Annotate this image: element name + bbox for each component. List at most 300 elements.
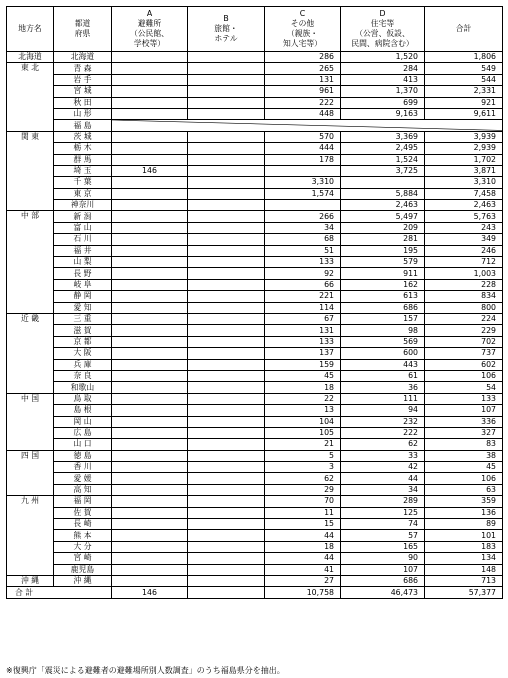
value-cell-d: 162 bbox=[341, 279, 425, 290]
value-cell-a bbox=[112, 462, 188, 473]
table-row bbox=[7, 63, 503, 74]
table-row bbox=[7, 279, 503, 290]
table-row bbox=[7, 268, 503, 279]
totals-row bbox=[7, 587, 503, 598]
value-cell-b bbox=[188, 165, 265, 176]
value-cell-c: 286 bbox=[265, 52, 341, 63]
value-cell-total: 106 bbox=[425, 370, 503, 381]
value-cell-b bbox=[188, 52, 265, 63]
value-cell-c: 13 bbox=[265, 405, 341, 416]
value-cell-a bbox=[112, 416, 188, 427]
value-cell-a bbox=[112, 211, 188, 222]
value-cell-b bbox=[188, 268, 265, 279]
value-cell-d: 2,463 bbox=[341, 200, 425, 211]
value-cell-a bbox=[112, 291, 188, 302]
region-cell: 北海道 bbox=[7, 52, 54, 63]
value-cell-c: 448 bbox=[265, 108, 341, 119]
value-cell-a bbox=[112, 473, 188, 484]
value-cell-total: 224 bbox=[425, 313, 503, 324]
region-cell: 中 国 bbox=[7, 393, 54, 404]
value-cell-c: 105 bbox=[265, 427, 341, 438]
value-cell-total: 834 bbox=[425, 291, 503, 302]
value-cell-a bbox=[112, 222, 188, 233]
header-d-housing: D 住宅等 （公営、仮設、 民間、病院含む） bbox=[341, 7, 425, 52]
value-cell-c bbox=[265, 165, 341, 176]
prefecture-cell: 東 京 bbox=[54, 188, 112, 199]
value-cell-c: 133 bbox=[265, 336, 341, 347]
prefecture-cell: 長 崎 bbox=[54, 519, 112, 530]
value-cell-d: 222 bbox=[341, 427, 425, 438]
region-cell bbox=[7, 279, 54, 290]
value-cell-a bbox=[112, 108, 188, 119]
value-cell-c: 92 bbox=[265, 268, 341, 279]
region-cell bbox=[7, 165, 54, 176]
value-cell-a bbox=[112, 313, 188, 324]
value-cell-a bbox=[112, 131, 188, 142]
value-cell-total: 63 bbox=[425, 484, 503, 495]
value-cell-total: 349 bbox=[425, 234, 503, 245]
prefecture-cell: 和歌山 bbox=[54, 382, 112, 393]
table-row bbox=[7, 143, 503, 154]
value-cell-total: 327 bbox=[425, 427, 503, 438]
prefecture-cell: 富 山 bbox=[54, 222, 112, 233]
prefecture-cell: 鹿児島 bbox=[54, 564, 112, 575]
table-row bbox=[7, 370, 503, 381]
value-cell-a bbox=[112, 257, 188, 268]
table-row bbox=[7, 211, 503, 222]
value-cell-b bbox=[188, 97, 265, 108]
value-cell-total: 3,871 bbox=[425, 165, 503, 176]
value-cell-b bbox=[188, 234, 265, 245]
value-cell-b bbox=[188, 257, 265, 268]
table-row bbox=[7, 222, 503, 233]
value-cell-b bbox=[188, 575, 265, 586]
region-cell bbox=[7, 143, 54, 154]
value-cell-d: 911 bbox=[341, 268, 425, 279]
value-cell-d: 686 bbox=[341, 302, 425, 313]
region-cell bbox=[7, 245, 54, 256]
value-cell-c: 18 bbox=[265, 541, 341, 552]
value-cell-a bbox=[112, 348, 188, 359]
value-cell-total: 921 bbox=[425, 97, 503, 108]
region-cell bbox=[7, 541, 54, 552]
value-cell-total: 1,806 bbox=[425, 52, 503, 63]
value-cell-b bbox=[188, 325, 265, 336]
value-cell-a bbox=[112, 370, 188, 381]
value-cell-c: 570 bbox=[265, 131, 341, 142]
prefecture-cell: 熊 本 bbox=[54, 530, 112, 541]
table-row bbox=[7, 313, 503, 324]
value-cell-c: 68 bbox=[265, 234, 341, 245]
header-a-shelter: A 避難所 （公民館、 学校等） bbox=[112, 7, 188, 52]
value-cell-c: 44 bbox=[265, 530, 341, 541]
value-cell-c: 137 bbox=[265, 348, 341, 359]
region-cell: 東 北 bbox=[7, 63, 54, 74]
value-cell-b bbox=[188, 131, 265, 142]
value-cell-b bbox=[188, 200, 265, 211]
table-row bbox=[7, 405, 503, 416]
value-cell-b bbox=[188, 245, 265, 256]
value-cell-d: 44 bbox=[341, 473, 425, 484]
region-cell bbox=[7, 325, 54, 336]
table-row bbox=[7, 200, 503, 211]
prefecture-cell: 福 井 bbox=[54, 245, 112, 256]
value-cell-c: 444 bbox=[265, 143, 341, 154]
header-total: 合計 bbox=[425, 7, 503, 52]
value-cell-b bbox=[188, 108, 265, 119]
table-row bbox=[7, 108, 503, 119]
value-cell-b bbox=[188, 74, 265, 85]
region-cell bbox=[7, 507, 54, 518]
region-cell bbox=[7, 427, 54, 438]
value-cell-b bbox=[188, 427, 265, 438]
region-cell: 沖 縄 bbox=[7, 575, 54, 586]
table-row bbox=[7, 97, 503, 108]
value-cell-b bbox=[188, 143, 265, 154]
region-cell bbox=[7, 336, 54, 347]
table-row bbox=[7, 177, 503, 188]
header-c-other: C その他 （親族・ 知人宅等） bbox=[265, 7, 341, 52]
totals-total: 57,377 bbox=[425, 587, 503, 598]
prefecture-cell: 宮 崎 bbox=[54, 553, 112, 564]
value-cell-a bbox=[112, 484, 188, 495]
value-cell-a bbox=[112, 359, 188, 370]
table-body bbox=[7, 52, 503, 587]
region-cell: 九 州 bbox=[7, 496, 54, 507]
table-row bbox=[7, 359, 503, 370]
region-cell bbox=[7, 200, 54, 211]
value-cell-b bbox=[188, 211, 265, 222]
value-cell-c: 221 bbox=[265, 291, 341, 302]
totals-c: 10,758 bbox=[265, 587, 341, 598]
value-cell-b bbox=[188, 519, 265, 530]
table-row bbox=[7, 245, 503, 256]
value-cell-total: 38 bbox=[425, 450, 503, 461]
value-cell-c bbox=[265, 200, 341, 211]
value-cell-c: 27 bbox=[265, 575, 341, 586]
prefecture-cell: 愛 知 bbox=[54, 302, 112, 313]
value-cell-d: 569 bbox=[341, 336, 425, 347]
value-cell-d: 281 bbox=[341, 234, 425, 245]
value-cell-total: 133 bbox=[425, 393, 503, 404]
header-region: 地方名 bbox=[7, 7, 54, 52]
value-cell-b bbox=[188, 462, 265, 473]
value-cell-total: 3,310 bbox=[425, 177, 503, 188]
prefecture-cell: 香 川 bbox=[54, 462, 112, 473]
value-cell-c: 222 bbox=[265, 97, 341, 108]
value-cell-a bbox=[112, 52, 188, 63]
table-row bbox=[7, 74, 503, 85]
value-cell-total: 359 bbox=[425, 496, 503, 507]
value-cell-a bbox=[112, 63, 188, 74]
table-row bbox=[7, 519, 503, 530]
region-cell: 中 部 bbox=[7, 211, 54, 222]
value-cell-b bbox=[188, 416, 265, 427]
prefecture-cell: 島 根 bbox=[54, 405, 112, 416]
prefecture-cell: 高 知 bbox=[54, 484, 112, 495]
value-cell-d: 94 bbox=[341, 405, 425, 416]
value-cell-a bbox=[112, 405, 188, 416]
prefecture-cell: 宮 城 bbox=[54, 86, 112, 97]
region-cell bbox=[7, 519, 54, 530]
value-cell-a bbox=[112, 279, 188, 290]
header-b-hotel: B 旅館・ ホテル bbox=[188, 7, 265, 52]
value-cell-total: 106 bbox=[425, 473, 503, 484]
totals-label: 合 計 bbox=[7, 587, 112, 598]
value-cell-c: 62 bbox=[265, 473, 341, 484]
value-cell-d: 289 bbox=[341, 496, 425, 507]
value-cell-d: 600 bbox=[341, 348, 425, 359]
table-row bbox=[7, 131, 503, 142]
table-row bbox=[7, 154, 503, 165]
value-cell-total: 702 bbox=[425, 336, 503, 347]
table-row bbox=[7, 541, 503, 552]
value-cell-b bbox=[188, 177, 265, 188]
value-cell-total: 712 bbox=[425, 257, 503, 268]
region-cell bbox=[7, 257, 54, 268]
value-cell-total: 602 bbox=[425, 359, 503, 370]
value-cell-c: 3 bbox=[265, 462, 341, 473]
value-cell-total: 89 bbox=[425, 519, 503, 530]
value-cell-c: 66 bbox=[265, 279, 341, 290]
region-cell bbox=[7, 484, 54, 495]
value-cell-b bbox=[188, 302, 265, 313]
table-row bbox=[7, 484, 503, 495]
value-cell-a bbox=[112, 575, 188, 586]
value-cell-b bbox=[188, 291, 265, 302]
value-cell-d: 579 bbox=[341, 257, 425, 268]
value-cell-b bbox=[188, 370, 265, 381]
table-row bbox=[7, 165, 503, 176]
value-cell-c: 51 bbox=[265, 245, 341, 256]
table-row bbox=[7, 416, 503, 427]
value-cell-c: 114 bbox=[265, 302, 341, 313]
value-cell-a bbox=[112, 393, 188, 404]
value-cell-d: 3,725 bbox=[341, 165, 425, 176]
value-cell-d: 42 bbox=[341, 462, 425, 473]
value-cell-c: 11 bbox=[265, 507, 341, 518]
prefecture-cell: 秋 田 bbox=[54, 97, 112, 108]
value-cell-total: 45 bbox=[425, 462, 503, 473]
value-cell-a bbox=[112, 450, 188, 461]
value-cell-b bbox=[188, 507, 265, 518]
region-cell bbox=[7, 188, 54, 199]
value-cell-total: 136 bbox=[425, 507, 503, 518]
value-cell-d: 9,163 bbox=[341, 108, 425, 119]
region-cell bbox=[7, 177, 54, 188]
value-cell-d: 232 bbox=[341, 416, 425, 427]
prefecture-cell: 茨 城 bbox=[54, 131, 112, 142]
prefecture-cell: 沖 縄 bbox=[54, 575, 112, 586]
value-cell-a bbox=[112, 200, 188, 211]
prefecture-cell: 栃 木 bbox=[54, 143, 112, 154]
value-cell-a: 146 bbox=[112, 165, 188, 176]
prefecture-cell: 神奈川 bbox=[54, 200, 112, 211]
value-cell-b bbox=[188, 86, 265, 97]
value-cell-d: 2,495 bbox=[341, 143, 425, 154]
value-cell-total: 2,463 bbox=[425, 200, 503, 211]
header-prefecture: 都道 府県 bbox=[54, 7, 112, 52]
value-cell-d bbox=[341, 177, 425, 188]
value-cell-total: 5,763 bbox=[425, 211, 503, 222]
value-cell-c: 45 bbox=[265, 370, 341, 381]
value-cell-a bbox=[112, 530, 188, 541]
value-cell-d: 209 bbox=[341, 222, 425, 233]
diagonal-line bbox=[112, 120, 502, 130]
table-row bbox=[7, 86, 503, 97]
value-cell-a bbox=[112, 382, 188, 393]
prefecture-cell: 群 馬 bbox=[54, 154, 112, 165]
value-cell-total: 800 bbox=[425, 302, 503, 313]
value-cell-c: 5 bbox=[265, 450, 341, 461]
prefecture-cell: 岡 山 bbox=[54, 416, 112, 427]
totals-d: 46,473 bbox=[341, 587, 425, 598]
value-cell-d: 34 bbox=[341, 484, 425, 495]
value-cell-a bbox=[112, 143, 188, 154]
value-cell-d: 157 bbox=[341, 313, 425, 324]
value-cell-d: 443 bbox=[341, 359, 425, 370]
value-cell-b bbox=[188, 313, 265, 324]
region-cell: 四 国 bbox=[7, 450, 54, 461]
excluded-cell bbox=[112, 120, 503, 131]
region-cell: 近 畿 bbox=[7, 313, 54, 324]
prefecture-cell: 岩 手 bbox=[54, 74, 112, 85]
table-row bbox=[7, 507, 503, 518]
value-cell-total: 101 bbox=[425, 530, 503, 541]
value-cell-c: 131 bbox=[265, 74, 341, 85]
value-cell-d: 61 bbox=[341, 370, 425, 381]
value-cell-d: 284 bbox=[341, 63, 425, 74]
value-cell-a bbox=[112, 74, 188, 85]
totals-a: 146 bbox=[112, 587, 188, 598]
region-cell bbox=[7, 291, 54, 302]
table-row bbox=[7, 393, 503, 404]
value-cell-a bbox=[112, 234, 188, 245]
value-cell-d: 3,369 bbox=[341, 131, 425, 142]
value-cell-total: 544 bbox=[425, 74, 503, 85]
value-cell-a bbox=[112, 519, 188, 530]
prefecture-cell: 滋 賀 bbox=[54, 325, 112, 336]
prefecture-cell: 福 岡 bbox=[54, 496, 112, 507]
value-cell-c: 266 bbox=[265, 211, 341, 222]
value-cell-c: 133 bbox=[265, 257, 341, 268]
region-cell bbox=[7, 234, 54, 245]
value-cell-c: 41 bbox=[265, 564, 341, 575]
value-cell-d: 74 bbox=[341, 519, 425, 530]
value-cell-d: 165 bbox=[341, 541, 425, 552]
table-row bbox=[7, 462, 503, 473]
value-cell-d: 90 bbox=[341, 553, 425, 564]
value-cell-total: 183 bbox=[425, 541, 503, 552]
region-cell bbox=[7, 439, 54, 450]
value-cell-total: 2,331 bbox=[425, 86, 503, 97]
value-cell-a bbox=[112, 86, 188, 97]
table-row bbox=[7, 348, 503, 359]
value-cell-b bbox=[188, 222, 265, 233]
value-cell-total: 134 bbox=[425, 553, 503, 564]
value-cell-total: 737 bbox=[425, 348, 503, 359]
value-cell-total: 243 bbox=[425, 222, 503, 233]
value-cell-total: 549 bbox=[425, 63, 503, 74]
value-cell-a bbox=[112, 564, 188, 575]
region-cell bbox=[7, 553, 54, 564]
value-cell-b bbox=[188, 484, 265, 495]
region-cell bbox=[7, 97, 54, 108]
value-cell-c: 178 bbox=[265, 154, 341, 165]
value-cell-total: 3,939 bbox=[425, 131, 503, 142]
value-cell-total: 246 bbox=[425, 245, 503, 256]
prefecture-cell: 岐 阜 bbox=[54, 279, 112, 290]
value-cell-d: 57 bbox=[341, 530, 425, 541]
region-cell bbox=[7, 462, 54, 473]
value-cell-b bbox=[188, 154, 265, 165]
evacuee-table bbox=[6, 6, 503, 599]
prefecture-cell: 佐 賀 bbox=[54, 507, 112, 518]
table-row bbox=[7, 325, 503, 336]
table-row bbox=[7, 291, 503, 302]
value-cell-c: 1,574 bbox=[265, 188, 341, 199]
value-cell-c: 34 bbox=[265, 222, 341, 233]
value-cell-b bbox=[188, 450, 265, 461]
header-row bbox=[7, 7, 503, 52]
region-cell bbox=[7, 302, 54, 313]
prefecture-cell: 福 島 bbox=[54, 120, 112, 131]
table-row bbox=[7, 257, 503, 268]
value-cell-b bbox=[188, 336, 265, 347]
value-cell-c: 159 bbox=[265, 359, 341, 370]
prefecture-cell: 鳥 取 bbox=[54, 393, 112, 404]
value-cell-total: 1,003 bbox=[425, 268, 503, 279]
value-cell-total: 148 bbox=[425, 564, 503, 575]
value-cell-d: 5,884 bbox=[341, 188, 425, 199]
value-cell-a bbox=[112, 496, 188, 507]
prefecture-cell: 千 葉 bbox=[54, 177, 112, 188]
value-cell-b bbox=[188, 530, 265, 541]
prefecture-cell: 兵 庫 bbox=[54, 359, 112, 370]
value-cell-b bbox=[188, 188, 265, 199]
value-cell-total: 107 bbox=[425, 405, 503, 416]
value-cell-a bbox=[112, 507, 188, 518]
value-cell-total: 2,939 bbox=[425, 143, 503, 154]
prefecture-cell: 北海道 bbox=[54, 52, 112, 63]
value-cell-c: 104 bbox=[265, 416, 341, 427]
value-cell-total: 228 bbox=[425, 279, 503, 290]
value-cell-a bbox=[112, 268, 188, 279]
value-cell-d: 613 bbox=[341, 291, 425, 302]
value-cell-d: 699 bbox=[341, 97, 425, 108]
prefecture-cell: 埼 玉 bbox=[54, 165, 112, 176]
region-cell: 関 東 bbox=[7, 131, 54, 142]
value-cell-b bbox=[188, 553, 265, 564]
value-cell-a bbox=[112, 336, 188, 347]
prefecture-cell: 三 重 bbox=[54, 313, 112, 324]
value-cell-d: 195 bbox=[341, 245, 425, 256]
value-cell-d: 1,520 bbox=[341, 52, 425, 63]
prefecture-cell: 大 阪 bbox=[54, 348, 112, 359]
prefecture-cell: 山 形 bbox=[54, 108, 112, 119]
value-cell-b bbox=[188, 63, 265, 74]
table-row bbox=[7, 302, 503, 313]
value-cell-total: 7,458 bbox=[425, 188, 503, 199]
prefecture-cell: 京 都 bbox=[54, 336, 112, 347]
value-cell-a bbox=[112, 177, 188, 188]
table-row bbox=[7, 575, 503, 586]
prefecture-cell: 徳 島 bbox=[54, 450, 112, 461]
region-cell bbox=[7, 473, 54, 484]
region-cell bbox=[7, 268, 54, 279]
value-cell-a bbox=[112, 302, 188, 313]
prefecture-cell: 静 岡 bbox=[54, 291, 112, 302]
